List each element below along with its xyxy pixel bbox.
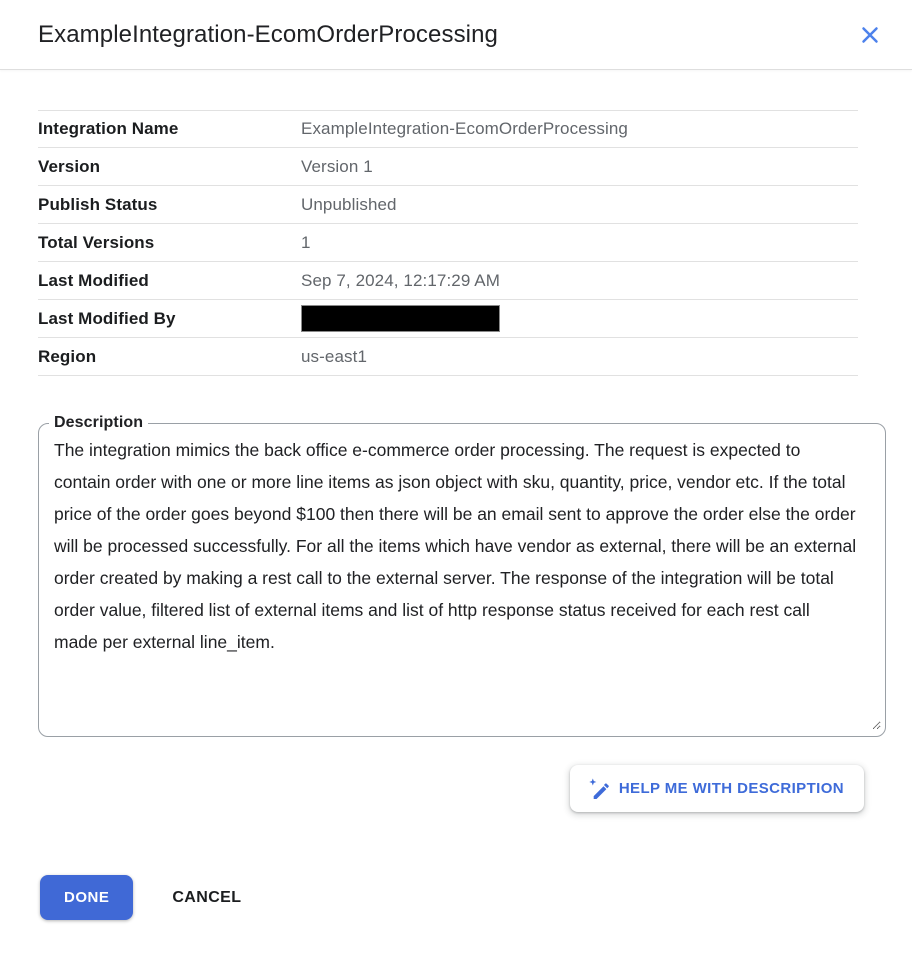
close-x-icon [857, 22, 883, 48]
cancel-button[interactable]: CANCEL [172, 879, 241, 917]
table-row-last-modified [38, 262, 858, 300]
dialog-body [0, 110, 912, 920]
pen-spark-icon [588, 778, 609, 799]
row-label: Last Modified By [38, 308, 176, 328]
description-field [38, 414, 886, 737]
row-label: Publish Status [38, 194, 158, 214]
row-label: Last Modified [38, 270, 149, 290]
row-label: Region [38, 346, 97, 366]
table-row-integration-name [38, 110, 858, 148]
table-row-last-modified-by [38, 300, 858, 338]
row-label: Integration Name [38, 119, 179, 138]
table-row-version [38, 148, 858, 186]
help-me-with-description-button[interactable] [570, 765, 864, 812]
table-row-region [38, 338, 858, 376]
help-button-label: HELP ME WITH DESCRIPTION [618, 780, 844, 797]
table-row-publish-status [38, 186, 858, 224]
row-value: Version 1 [301, 156, 373, 176]
row-value: ExampleIntegration-EcomOrderProcessing [301, 119, 628, 138]
help-row [38, 765, 864, 812]
footer-actions [40, 875, 886, 920]
done-button[interactable]: DONE [40, 875, 133, 920]
description-textarea[interactable] [43, 432, 881, 730]
row-value: Unpublished [301, 194, 397, 214]
table-row-total-versions [38, 224, 858, 262]
row-value: 1 [301, 232, 311, 252]
description-label: Description [54, 414, 144, 431]
row-label: Total Versions [38, 232, 155, 252]
redacted-value-box [301, 305, 500, 332]
row-label: Version [38, 156, 101, 176]
dialog-title: ExampleIntegration-EcomOrderProcessing [38, 20, 498, 48]
row-value [301, 305, 500, 332]
row-value: us-east1 [301, 346, 368, 366]
dialog-header [0, 0, 912, 70]
row-value: Sep 7, 2024, 12:17:29 AM [301, 270, 500, 290]
details-table [38, 110, 858, 376]
close-button[interactable] [852, 17, 888, 53]
